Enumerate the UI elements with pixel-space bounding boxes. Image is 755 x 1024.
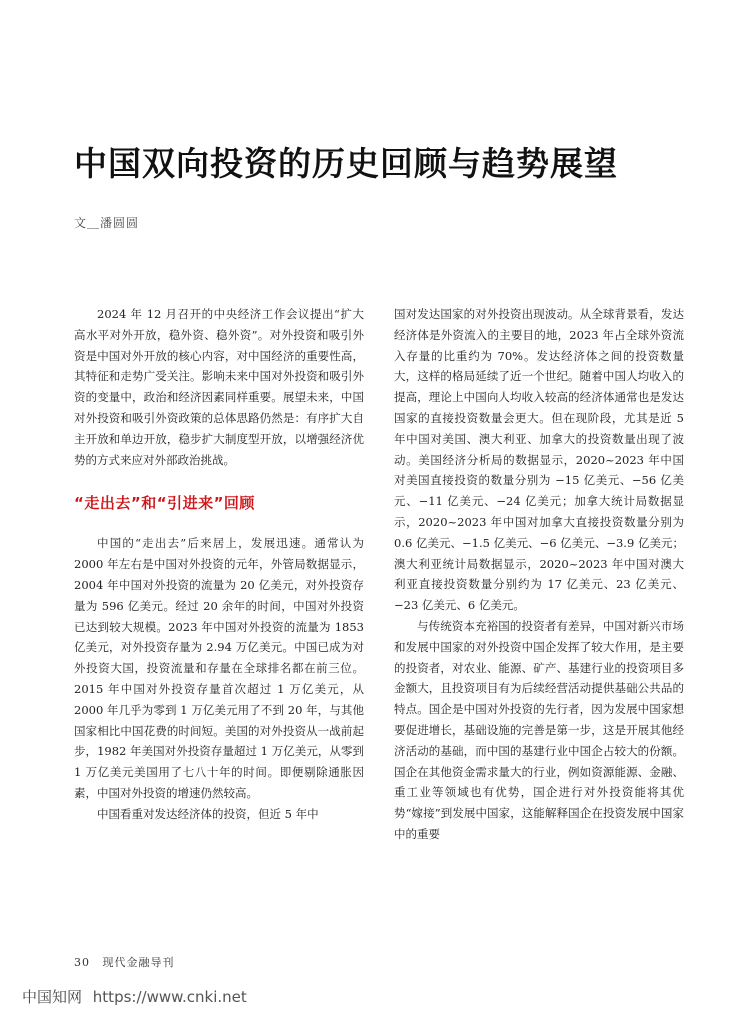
left-column bbox=[74, 304, 364, 825]
body-paragraph: 与传统资本充裕国的投资者有差异，中国对新兴市场和发展中国家的对外投资中国企发挥了较大作用，是主要的投资者，对农业、能源、矿产、基建行业的投资项目多金额大，且投资项目有为后续经营活动提供基础公共品的特点。国企是中国对外投资的先行者，因为发展中国家想要促进增长，基础设施的完善是第一步，这是开展其他经济活动的基础，而中国的基建行业中国企占较大的份额。国企在其他资金需求量大的行业，例如资源能源、金融、重工业等领域也有优势，国企进行对外投资能将其优势“嫁接”到发展中国家，这能解释国企在投资发展中国家中的重要 bbox=[394, 618, 684, 841]
section-heading: “走出去”和“引进来”回顾 bbox=[74, 494, 255, 513]
page-number: 30 bbox=[74, 956, 90, 969]
cnki-watermark bbox=[22, 986, 247, 1007]
author-line: 文＿潘圆圆 bbox=[74, 216, 140, 230]
watermark-url[interactable]: https://www.cnki.net bbox=[92, 988, 247, 1006]
page-footer bbox=[74, 954, 175, 970]
intro-paragraph: 2024 年 12 月召开的中央经济工作会议提出“扩大高水平对外开放，稳外资、稳外资”。对外投资和吸引外资是中国对外开放的核心内容，对中国经济的重要性高，其特征和走势广受关注。影响未来中国对外投资和吸引外资的变量中，政治和经济因素同样重要。展望未来，中国对外投资和吸引外资政策的总体思路仍然是：有序扩大自主开放和单边开放，稳步扩大制度型开放，以增强经济优势的方式来应对外部政治挑战。 bbox=[74, 307, 364, 467]
body-paragraph: 中国的“走出去”后来居上，发展迅速。通常认为 2000 年左右是中国对外投资的元年，外管局数据显示，2004 年中国对外投资的流量为 20 亿美元，对外投资存量为 596 亿美元。经过 20 余年的时间，中国对外投资已达到较大规模。2023 年中国对外投资的流量为 1853 亿美元，对外投资存量为 2.94 万亿美元。中国已成为对外投资大国，投资流量和存量在全球排名都在前三位。2015 年中国对外投资存量首次超过 1 万亿美元，从 2000 年几乎为零到 1 万亿美元用了不到 20 年，与其他国家相比中国花费的时间短。美国的对外投资从一战前起步，1982 年美国对外投资存量超过 1 万亿美元，从零到 1 万亿美元美国用了七八十年的时间。即便剔除通胀因素，中国对外投资的增速仍然较高。 bbox=[74, 536, 364, 800]
body-paragraph: 中国看重对发达经济体的投资，但近 5 年中 bbox=[97, 806, 319, 821]
article-title: 中国双向投资的历史回顾与趋势展望 bbox=[74, 144, 618, 183]
right-column bbox=[394, 304, 684, 845]
journal-name: 现代金融导刊 bbox=[102, 956, 175, 969]
watermark-name: 中国知网 bbox=[22, 988, 83, 1006]
body-paragraph: 国对发达国家的对外投资出现波动。从全球背景看，发达经济体是外资流入的主要目的地，2023 年占全球外资流入存量的比重约为 70%。发达经济体之间的投资数量大，这样的格局延续了近一个世纪。随着中国人均收入的提高，理论上中国向人均收入较高的经济体通常也是发达国家的直接投资数量会更大。但在现阶段，尤其是近 5 年中国对美国、澳大利亚、加拿大的投资数量出现了波动。美国经济分析局的数据显示，2020~2023 年中国对美国直接投资的数量分别为 −15 亿美元、−56 亿美元、−11 亿美元、−24 亿美元；加拿大统计局数据显示，2020~2023 年中国对加拿大直接投资数量分别为 0.6 亿美元、−1.5 亿美元、−6 亿美元、−3.9 亿美元；澳大利亚统计局数据显示，2020~2023 年中国对澳大利亚直接投资数量分别约为 17 亿美元、23 亿美元、−23 亿美元、6 亿美元。 bbox=[394, 307, 684, 613]
